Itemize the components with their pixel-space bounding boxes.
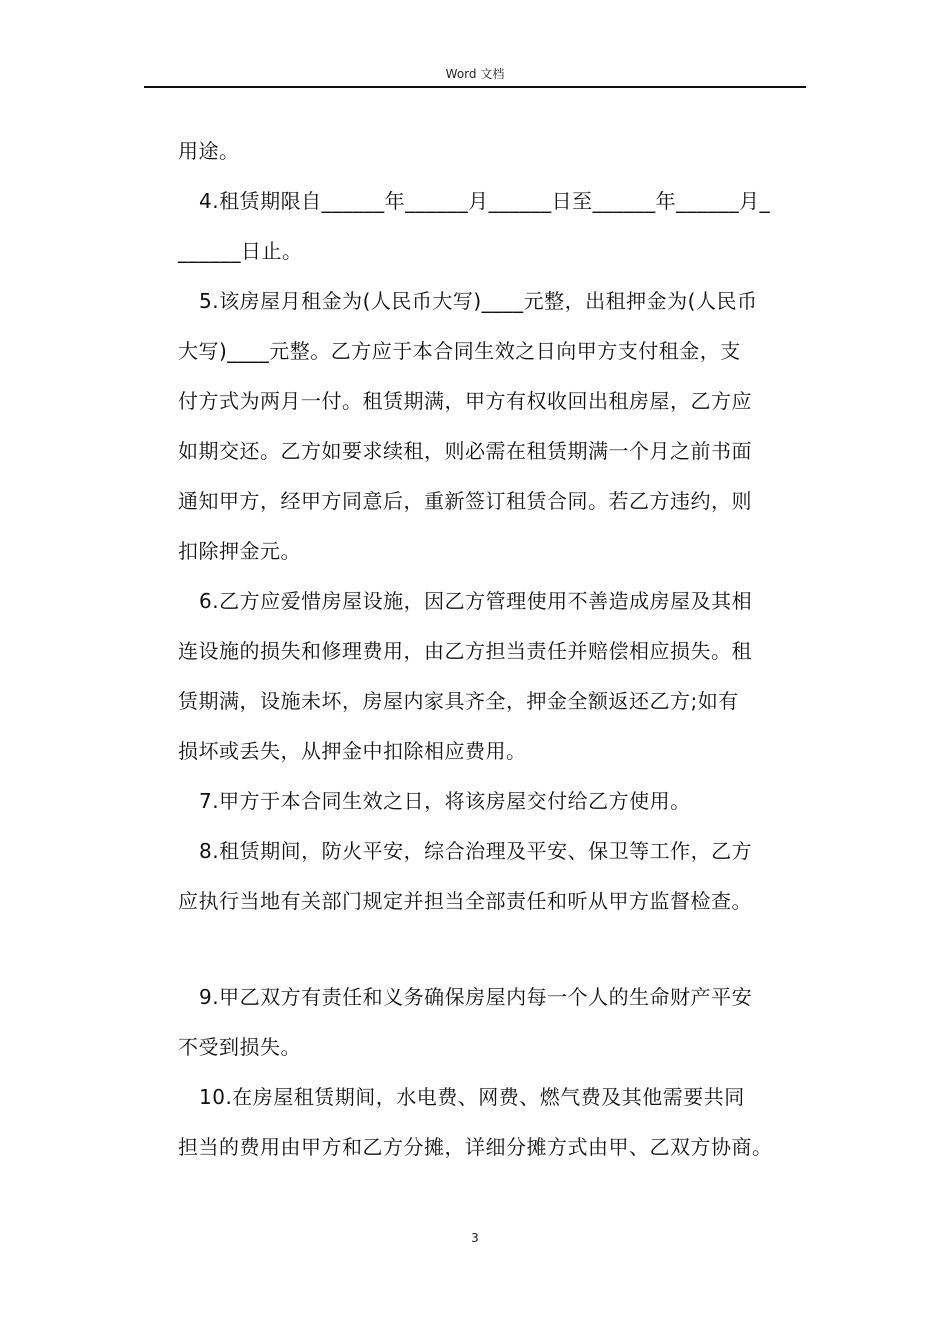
clause-7-line: 7.甲方于本合同生效之日，将该房屋交付给乙方使用。 (199, 789, 691, 813)
header-divider (144, 86, 806, 88)
clause-8-line: 8.租赁期间，防火平安，综合治理及平安、保卫等工作，乙方 (199, 839, 753, 863)
text-line: 不受到损失。 (178, 1035, 301, 1059)
text-line: ______日止。 (178, 239, 303, 263)
text-line: 扣除押金元。 (178, 539, 301, 563)
text-line: 赁期满，设施未坏，房屋内家具齐全，押金全额返还乙方;如有 (178, 689, 739, 713)
text-line: 用途。 (178, 139, 240, 163)
paragraph-gap (178, 926, 828, 972)
page-header-title: Word 文档 (445, 67, 505, 81)
page-number: 3 (471, 1231, 479, 1245)
text-line: 连设施的损失和修理费用，由乙方担当责任并赔偿相应损失。租 (178, 639, 752, 663)
text-line: 如期交还。乙方如要求续租，则必需在租赁期满一个月之前书面 (178, 439, 752, 463)
clause-6-line: 6.乙方应爱惜房屋设施，因乙方管理使用不善造成房屋及其相 (199, 589, 753, 613)
text-line: 损坏或丢失，从押金中扣除相应费用。 (178, 739, 527, 763)
clause-5-line: 5.该房屋月租金为(人民币大写)____元整，出租押金为(人民币 (199, 289, 758, 313)
document-body (178, 126, 828, 1172)
text-line: 应执行当地有关部门规定并担当全部责任和听从甲方监督检查。 (178, 889, 752, 913)
text-line: 付方式为两月一付。租赁期满，甲方有权收回出租房屋，乙方应 (178, 389, 752, 413)
clause-4-line: 4.租赁期限自______年______月______日至______年______月_ (199, 189, 771, 213)
clause-10-line: 10.在房屋租赁期间，水电费、网费、燃气费及其他需要共同 (199, 1085, 745, 1109)
text-line: 担当的费用由甲方和乙方分摊，详细分摊方式由甲、乙双方协商。 (178, 1135, 773, 1159)
text-line: 通知甲方，经甲方同意后，重新签订租赁合同。若乙方违约，则 (178, 489, 752, 513)
text-line: 大写)____元整。乙方应于本合同生效之日向甲方支付租金，支 (178, 339, 741, 363)
clause-9-line: 9.甲乙双方有责任和义务确保房屋内每一个人的生命财产平安 (199, 985, 753, 1009)
